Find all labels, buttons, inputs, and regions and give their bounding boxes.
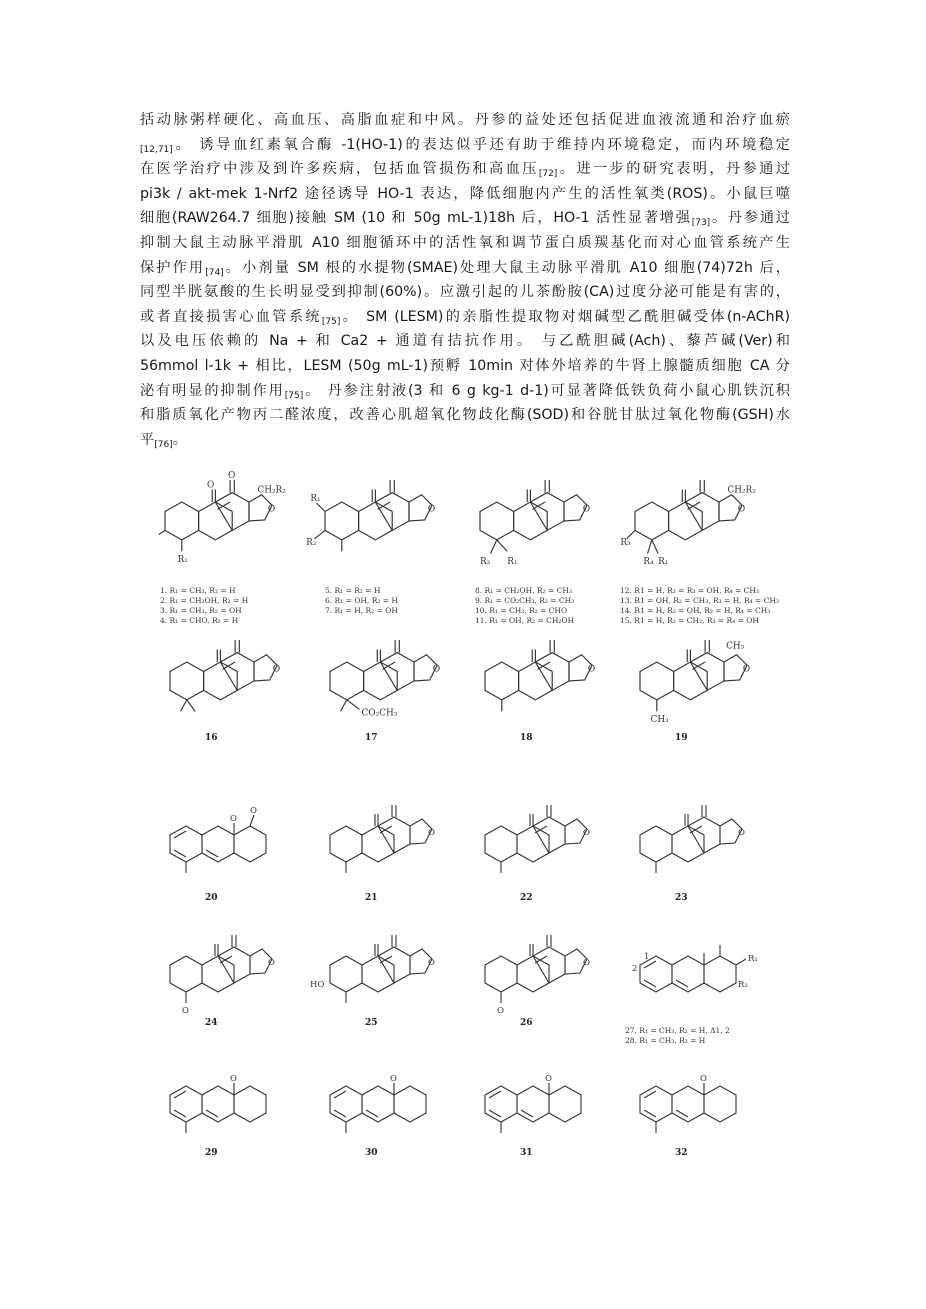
paragraph-line — [140, 280, 790, 304]
bond — [347, 700, 360, 709]
compound-number: 26 — [520, 1018, 533, 1028]
legend-line: 8. R₁ = CH₂OH, R₂ = CH₃ — [475, 586, 572, 595]
atom-label: R₁ — [177, 554, 188, 565]
structure-17 — [330, 640, 440, 719]
citation[interactable]: [12,71] — [140, 144, 173, 155]
atom-label: R₁ — [658, 557, 669, 567]
legend-line: 4. R₁ = CHO, R₂ = H — [160, 616, 239, 625]
atom-label: O — [432, 664, 441, 675]
paragraph-line — [140, 206, 790, 230]
structure-22 — [485, 805, 590, 873]
line-text-tail: 。 丹参注射液(3 和 6 g kg-1 d-1)可显著降低铁负荷小鼠心肌铁沉积 — [303, 382, 790, 399]
atom-label: R₁ — [748, 954, 758, 964]
atom-label: CH₂R₂ — [727, 485, 756, 496]
structure-1-4 — [159, 471, 287, 565]
structure-5-7 — [306, 480, 435, 551]
line-text-tail: 。小剂量 SM 根的水提物(SMAE)处理大鼠主动脉平滑肌 A10 细胞(74)72h 后， — [223, 259, 790, 276]
paragraph-line — [140, 428, 187, 452]
structure-20 — [170, 806, 266, 873]
compound-number: 19 — [675, 733, 688, 743]
line-text: 或者直接损害心血管系统 — [140, 308, 322, 325]
bond — [317, 503, 325, 511]
legend-line: 11. R₁ = OH, R₂ = CH₂OH — [475, 616, 575, 625]
atom-label: O — [267, 504, 276, 515]
ring-system — [485, 640, 592, 700]
structure-31 — [485, 1074, 581, 1133]
structure-29 — [170, 1074, 266, 1133]
ring-system — [480, 480, 587, 540]
compound-number: 25 — [365, 1018, 378, 1028]
paragraph-line — [140, 133, 790, 157]
atom-label: O — [583, 958, 590, 968]
legend-line: 12. R1 = H, R₂ = R₃ = OH, R₄ = CH₃ — [620, 586, 759, 595]
legend-line: 2. R₁ = CH₂OH, R₂ = H — [160, 596, 249, 605]
compound-number: 29 — [205, 1148, 218, 1158]
citation[interactable]: [72] — [538, 169, 558, 180]
paragraph-line — [140, 379, 790, 403]
paragraph-line — [140, 329, 790, 353]
atom-label: O — [700, 1074, 707, 1084]
paragraph-line — [140, 256, 790, 280]
bond — [736, 959, 746, 965]
structure-30 — [330, 1074, 426, 1133]
ring-system — [330, 935, 432, 992]
legend-line: 3. R₁ = CH₃, R₂ = OH — [160, 606, 242, 615]
compound-number: 18 — [520, 733, 533, 743]
line-text: 抑制大鼠主动脉平滑肌 A10 细胞循环中的活性氧和调节蛋白质羰基化而对心血管系统产生 — [140, 235, 790, 251]
atom-label: CO₂CH₃ — [361, 708, 398, 719]
atom-label: R₄ — [643, 557, 654, 567]
line-text: 56mmol l-1k + 相比，LESM (50g mL-1)预孵 10min 对体外培养的牛肾上腺髓质细胞 CA 分 — [140, 358, 790, 374]
atom-label: R₂ — [306, 538, 317, 549]
ring-system — [170, 826, 266, 862]
line-text: pi3k / akt-mek 1-Nrf2 途径诱导 HO-1 表达，降低细胞内产生的活性氧类(ROS)。小鼠巨噬 — [140, 185, 790, 202]
atom-label: CH₃ — [650, 714, 669, 725]
atom-label: O — [427, 504, 436, 515]
ring-system — [635, 480, 742, 540]
line-text-tail: 。进一步的研究表明，丹参通过 — [557, 161, 790, 178]
ring-system — [485, 805, 587, 862]
structure-19 — [640, 640, 750, 725]
bond — [250, 815, 254, 826]
line-text: 。 诱导血红素氧合酶 -1(HO-1)的表达似乎还有助于维持内环境稳定，而内环境稳定 — [172, 136, 790, 153]
compound-number: 21 — [365, 893, 378, 903]
citation[interactable]: [74] — [205, 267, 224, 278]
paragraph-line — [140, 157, 790, 181]
line-text-tail: 。 — [172, 431, 187, 448]
atom-label: O — [497, 1006, 504, 1016]
structure-23 — [640, 805, 745, 873]
legend-line: 6. R₁ = OH, R₂ = H — [325, 596, 398, 605]
bond — [491, 540, 497, 554]
paragraph-line — [140, 403, 790, 427]
atom-label: 2 — [632, 964, 638, 974]
compound-number: 30 — [365, 1148, 378, 1158]
compound-number: 31 — [520, 1148, 533, 1158]
citation[interactable]: [76] — [154, 439, 173, 450]
paragraph-line — [140, 231, 790, 255]
ring-system — [330, 805, 432, 862]
legend-line: 28. R₁ = CH₃, R₂ = H — [625, 1036, 706, 1045]
legend-line: 7. R₁ = H, R₂ = OH — [325, 606, 398, 615]
line-text: 在医学治疗中涉及到许多疾病，包括血管损伤和高血压 — [140, 161, 539, 178]
compound-number: 32 — [675, 1148, 688, 1158]
compound-number: 20 — [205, 893, 218, 903]
atom-label: R₁ — [507, 557, 518, 567]
structure-32 — [640, 1074, 736, 1133]
ring-system — [640, 1086, 736, 1122]
atom-label: O — [230, 1074, 237, 1084]
structure-27-28 — [632, 945, 758, 992]
line-text-tail: 。丹参通过 — [710, 210, 790, 227]
atom-label: R₂ — [738, 980, 748, 990]
line-text: 细胞(RAW264.7 细胞)接触 SM (10 和 50g mL-1)18h 后，HO-1 活性显著增强 — [140, 210, 692, 227]
bond — [648, 540, 652, 554]
legend-line: 13. R1 = OH, R₂ = CH₃, R₃ = H, R₄ = CH₃ — [620, 596, 780, 605]
structure-21 — [330, 805, 435, 873]
atom-label: O — [228, 470, 236, 481]
bond — [652, 540, 658, 554]
compound-number: 23 — [675, 893, 688, 903]
atom-label: O — [583, 828, 590, 838]
line-text: 和脂质氧化产物丙二醛浓度，改善心肌超氧化物歧化酶(SOD)和谷胱甘肽过氧化物酶(GSH)水 — [140, 407, 790, 424]
atom-label: O — [428, 958, 435, 968]
line-text: 括动脉粥样硬化、高血压、高脂血症和中风。丹参的益处还包括促进血液流通和治疗血瘀 — [140, 112, 790, 128]
line-text: 同型半胱氨酸的生长明显受到抑制(60%)。应激引起的儿茶酚胺(CA)过度分泌可能是有害的， — [140, 284, 790, 301]
ring-system — [640, 956, 736, 992]
ring-system — [170, 640, 277, 700]
bond — [159, 530, 165, 534]
ring-system — [325, 480, 432, 540]
atom-label: O — [587, 664, 596, 675]
atom-label: O — [230, 814, 237, 824]
legend-line: 15. R1 = H, R₂ = CH₃, R₃ = R₄ = OH — [620, 616, 759, 625]
atom-label: O — [207, 480, 215, 491]
atom-label: O — [742, 664, 751, 675]
legend-line: 14. R1 = H, R₂ = OH, R₃ = H, R₄ = CH₃ — [620, 606, 771, 615]
atom-label: 1 — [644, 952, 650, 962]
line-text: 保护作用 — [140, 259, 206, 276]
citation[interactable]: [75] — [284, 390, 304, 401]
structure-8-11 — [480, 480, 590, 567]
structure-26 — [485, 935, 590, 1016]
structure-12-15 — [620, 480, 756, 567]
bond — [181, 700, 187, 712]
bond — [497, 540, 508, 552]
ring-system — [170, 935, 272, 992]
atom-label: O — [390, 1074, 397, 1084]
line-text: 以及电压依赖的 Na + 和 Ca2 + 通道有拮抗作用。 与乙酰胆碱(Ach)、藜芦碱(Ver)和 — [140, 333, 790, 350]
compound-number: 24 — [205, 1018, 218, 1028]
paragraph-line — [140, 182, 790, 206]
structure-18 — [485, 640, 595, 711]
ring-system — [640, 805, 742, 862]
citation[interactable]: [73] — [691, 218, 711, 229]
ring-system — [165, 480, 272, 540]
line-text: 平 — [140, 431, 155, 448]
ring-system — [485, 1086, 581, 1122]
ring-system — [170, 1086, 266, 1122]
compound-number: 22 — [520, 893, 533, 903]
atom-label: CH₃ — [726, 641, 745, 652]
chemical-structures-figure — [140, 470, 800, 1175]
atom-label: O — [250, 806, 257, 816]
compound-number: 16 — [205, 733, 218, 743]
atom-label: O — [182, 1006, 189, 1016]
structure-16 — [170, 640, 280, 711]
atom-label: O — [737, 504, 746, 515]
line-text: 泌有明显的抑制作用 — [140, 382, 285, 399]
atom-label: O — [272, 664, 281, 675]
ring-system — [485, 935, 587, 992]
legend-line: 1. R₁ = CH₃, R₂ = H — [160, 586, 236, 595]
legend-line: 10. R₁ = CH₃, R₂ = CHO — [475, 606, 568, 615]
citation[interactable]: [75] — [321, 316, 341, 327]
ring-system — [330, 1086, 426, 1122]
atom-label: R₁ — [310, 494, 321, 504]
legend-line: 9. R₁ = CO₂CH₃, R₂ = CH₃ — [475, 596, 575, 605]
atom-label: O — [428, 828, 435, 838]
bond — [187, 700, 195, 712]
ring-system — [330, 640, 437, 700]
compound-number: 17 — [365, 733, 378, 743]
legend-line: 5. R₁ = R₂ = H — [325, 586, 381, 595]
legend-line: 27. R₁ = CH₃, R₂ = H, Δ1, 2 — [625, 1026, 730, 1035]
atom-label: R₃ — [620, 538, 631, 549]
atom-label: O — [738, 828, 745, 838]
structure-25 — [310, 935, 435, 1003]
structure-24 — [170, 935, 275, 1016]
paragraph-line — [140, 108, 790, 132]
atom-label: R₂ — [480, 557, 491, 567]
atom-label: HO — [310, 980, 325, 990]
atom-label: O — [582, 504, 591, 515]
structures-svg — [140, 470, 800, 1175]
line-text-tail: 。 SM (LESM)的亲脂性提取物对烟碱型乙酰胆碱受体(n-AChR) — [340, 308, 790, 325]
atom-label: CH₂R₂ — [257, 485, 286, 496]
paragraph-line — [140, 305, 790, 329]
atom-label: O — [268, 958, 275, 968]
bond — [341, 700, 347, 712]
paragraph-line — [140, 354, 790, 378]
atom-label: O — [545, 1074, 552, 1084]
